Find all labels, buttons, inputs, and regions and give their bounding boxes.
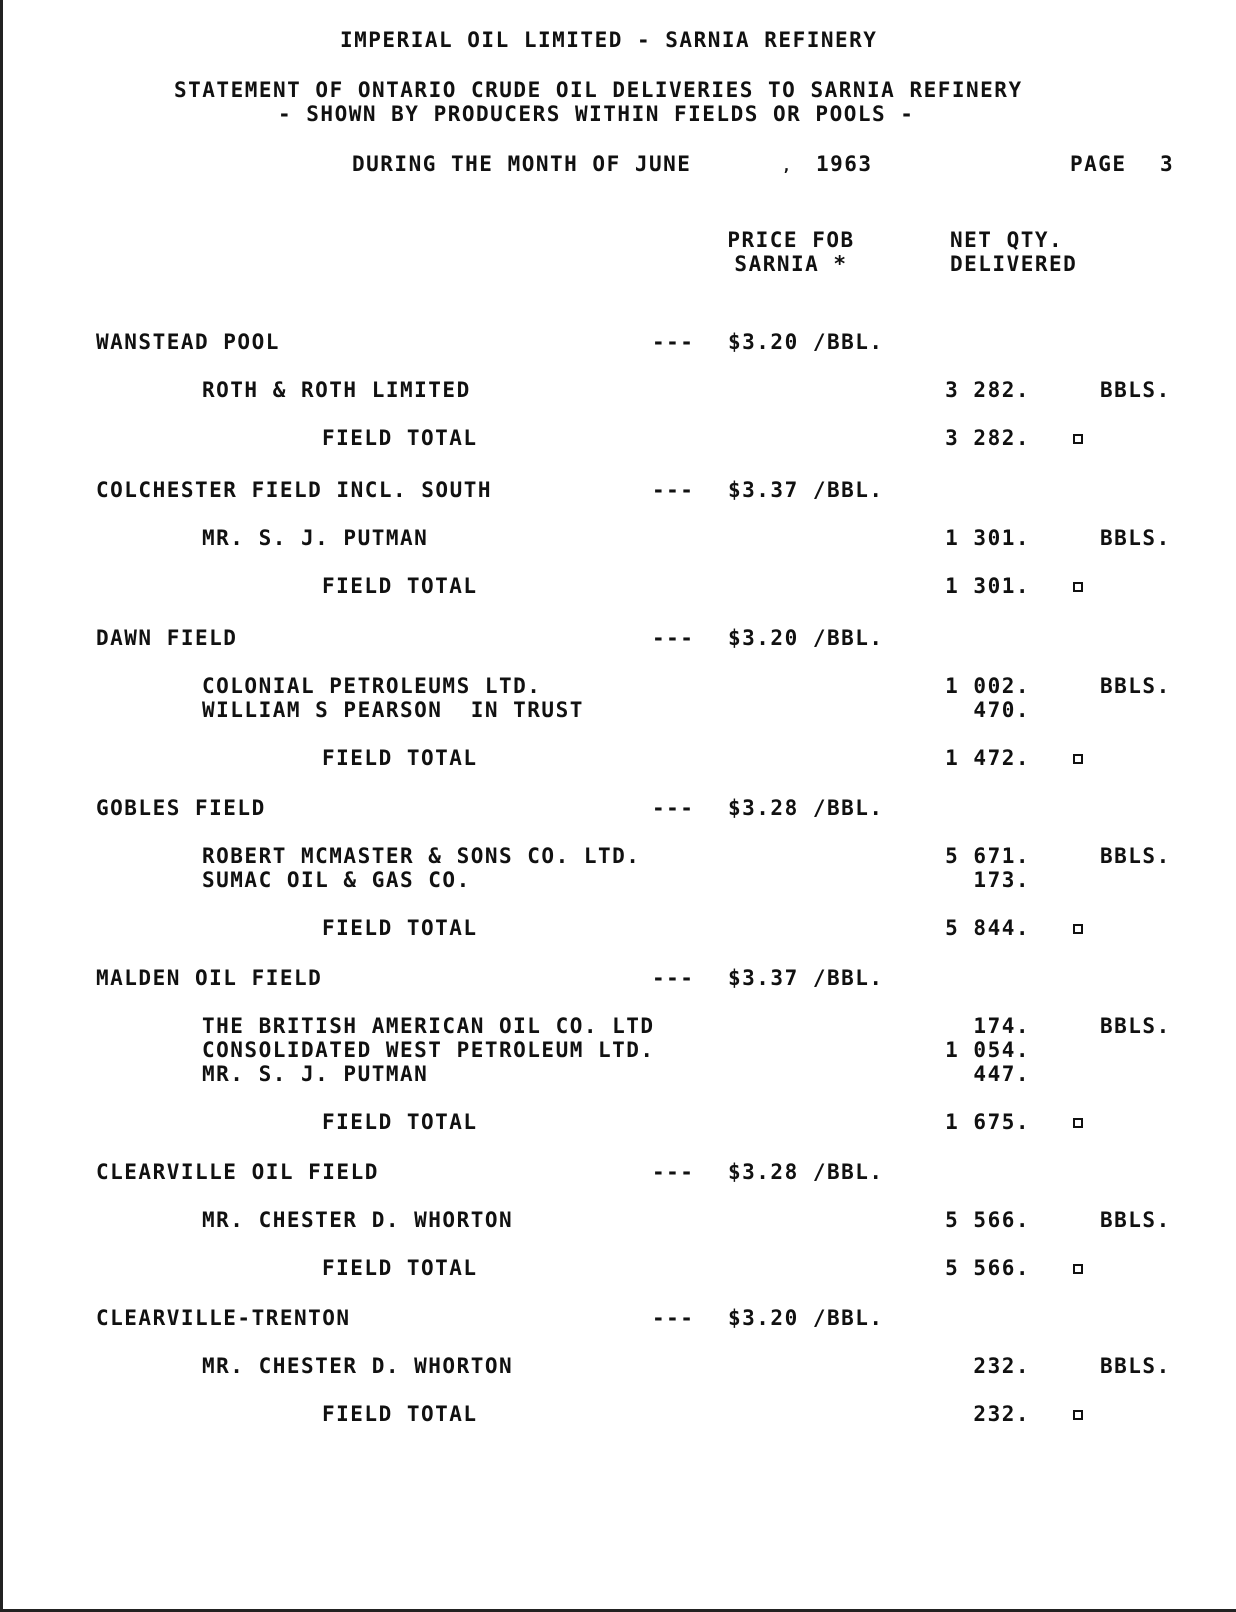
total-marker-icon — [1073, 434, 1083, 444]
bbls-unit: BBLS. — [1100, 526, 1171, 550]
field-price: $3.20 /BBL. — [728, 330, 884, 354]
bbls-unit: BBLS. — [1100, 1354, 1171, 1378]
producer-qty: 173. — [973, 868, 1030, 892]
period-comma: , — [782, 157, 793, 175]
field-total-qty: 232. — [973, 1402, 1030, 1426]
page-number: 3 — [1160, 152, 1175, 176]
price-header-line1: PRICE FOB — [727, 228, 855, 252]
field-name: CLEARVILLE-TRENTON — [96, 1306, 351, 1330]
field-name: WANSTEAD POOL — [96, 330, 280, 354]
field-price: $3.28 /BBL. — [728, 1160, 884, 1184]
field-price: $3.37 /BBL. — [728, 478, 884, 502]
producer-name: SUMAC OIL & GAS CO. — [202, 868, 471, 892]
field-price: $3.37 /BBL. — [728, 966, 884, 990]
bbls-unit: BBLS. — [1100, 844, 1171, 868]
bbls-unit: BBLS. — [1100, 674, 1171, 698]
field-total-label: FIELD TOTAL — [322, 426, 478, 450]
field-name: CLEARVILLE OIL FIELD — [96, 1160, 379, 1184]
field-name: GOBLES FIELD — [96, 796, 266, 820]
bbls-unit: BBLS. — [1100, 378, 1171, 402]
producer-name: MR. CHESTER D. WHORTON — [202, 1208, 514, 1232]
producer-qty: 447. — [973, 1062, 1030, 1086]
total-marker-icon — [1073, 924, 1083, 934]
price-dash: --- — [652, 478, 695, 502]
total-marker-icon — [1073, 754, 1083, 764]
producer-name: CONSOLIDATED WEST PETROLEUM LTD. — [202, 1038, 655, 1062]
price-dash: --- — [652, 1160, 695, 1184]
bbls-unit: BBLS. — [1100, 1208, 1171, 1232]
page-label: PAGE — [1070, 152, 1127, 176]
statement-title: STATEMENT OF ONTARIO CRUDE OIL DELIVERIES TO SARNIA REFINERY — [174, 78, 1023, 102]
price-dash: --- — [652, 626, 695, 650]
producer-name: MR. S. J. PUTMAN — [202, 1062, 429, 1086]
field-total-label: FIELD TOTAL — [322, 1110, 478, 1134]
field-total-qty: 5 566. — [945, 1256, 1030, 1280]
producer-name: ROTH & ROTH LIMITED — [202, 378, 471, 402]
price-dash: --- — [652, 330, 695, 354]
scan-left-edge — [0, 0, 3, 1612]
field-price: $3.20 /BBL. — [728, 1306, 884, 1330]
producer-qty: 174. — [973, 1014, 1030, 1038]
field-total-label: FIELD TOTAL — [322, 916, 478, 940]
price-dash: --- — [652, 1306, 695, 1330]
field-name: DAWN FIELD — [96, 626, 238, 650]
field-total-qty: 3 282. — [945, 426, 1030, 450]
producer-name: MR. CHESTER D. WHORTON — [202, 1354, 514, 1378]
field-name: MALDEN OIL FIELD — [96, 966, 323, 990]
statement-subtitle: - SHOWN BY PRODUCERS WITHIN FIELDS OR POOLS - — [278, 102, 915, 126]
period-label: DURING THE MONTH OF JUNE — [352, 152, 692, 176]
producer-name: COLONIAL PETROLEUMS LTD. — [202, 674, 542, 698]
producer-name: WILLIAM S PEARSON IN TRUST — [202, 698, 584, 722]
field-total-qty: 1 675. — [945, 1110, 1030, 1134]
field-price: $3.28 /BBL. — [728, 796, 884, 820]
company-title: IMPERIAL OIL LIMITED - SARNIA REFINERY — [340, 28, 878, 52]
price-header-line2: SARNIA * — [734, 252, 848, 276]
field-price: $3.20 /BBL. — [728, 626, 884, 650]
field-total-qty: 1 472. — [945, 746, 1030, 770]
producer-qty: 1 054. — [945, 1038, 1030, 1062]
bbls-unit: BBLS. — [1100, 1014, 1171, 1038]
producer-qty: 5 671. — [945, 844, 1030, 868]
field-total-qty: 5 844. — [945, 916, 1030, 940]
total-marker-icon — [1073, 1118, 1083, 1128]
total-marker-icon — [1073, 1264, 1083, 1274]
producer-qty: 232. — [973, 1354, 1030, 1378]
producer-qty: 5 566. — [945, 1208, 1030, 1232]
producer-qty: 1 002. — [945, 674, 1030, 698]
producer-name: ROBERT MCMASTER & SONS CO. LTD. — [202, 844, 641, 868]
producer-qty: 470. — [973, 698, 1030, 722]
qty-header-line2: DELIVERED — [950, 252, 1078, 276]
producer-qty: 1 301. — [945, 526, 1030, 550]
price-dash: --- — [652, 796, 695, 820]
total-marker-icon — [1073, 1410, 1083, 1420]
producer-name: MR. S. J. PUTMAN — [202, 526, 429, 550]
period-year: 1963 — [816, 152, 873, 176]
qty-header-line1: NET QTY. — [950, 228, 1064, 252]
producer-name: THE BRITISH AMERICAN OIL CO. LTD — [202, 1014, 655, 1038]
total-marker-icon — [1073, 582, 1083, 592]
field-total-label: FIELD TOTAL — [322, 746, 478, 770]
field-name: COLCHESTER FIELD INCL. SOUTH — [96, 478, 493, 502]
field-total-label: FIELD TOTAL — [322, 1256, 478, 1280]
producer-qty: 3 282. — [945, 378, 1030, 402]
price-dash: --- — [652, 966, 695, 990]
field-total-label: FIELD TOTAL — [322, 574, 478, 598]
field-total-label: FIELD TOTAL — [322, 1402, 478, 1426]
field-total-qty: 1 301. — [945, 574, 1030, 598]
